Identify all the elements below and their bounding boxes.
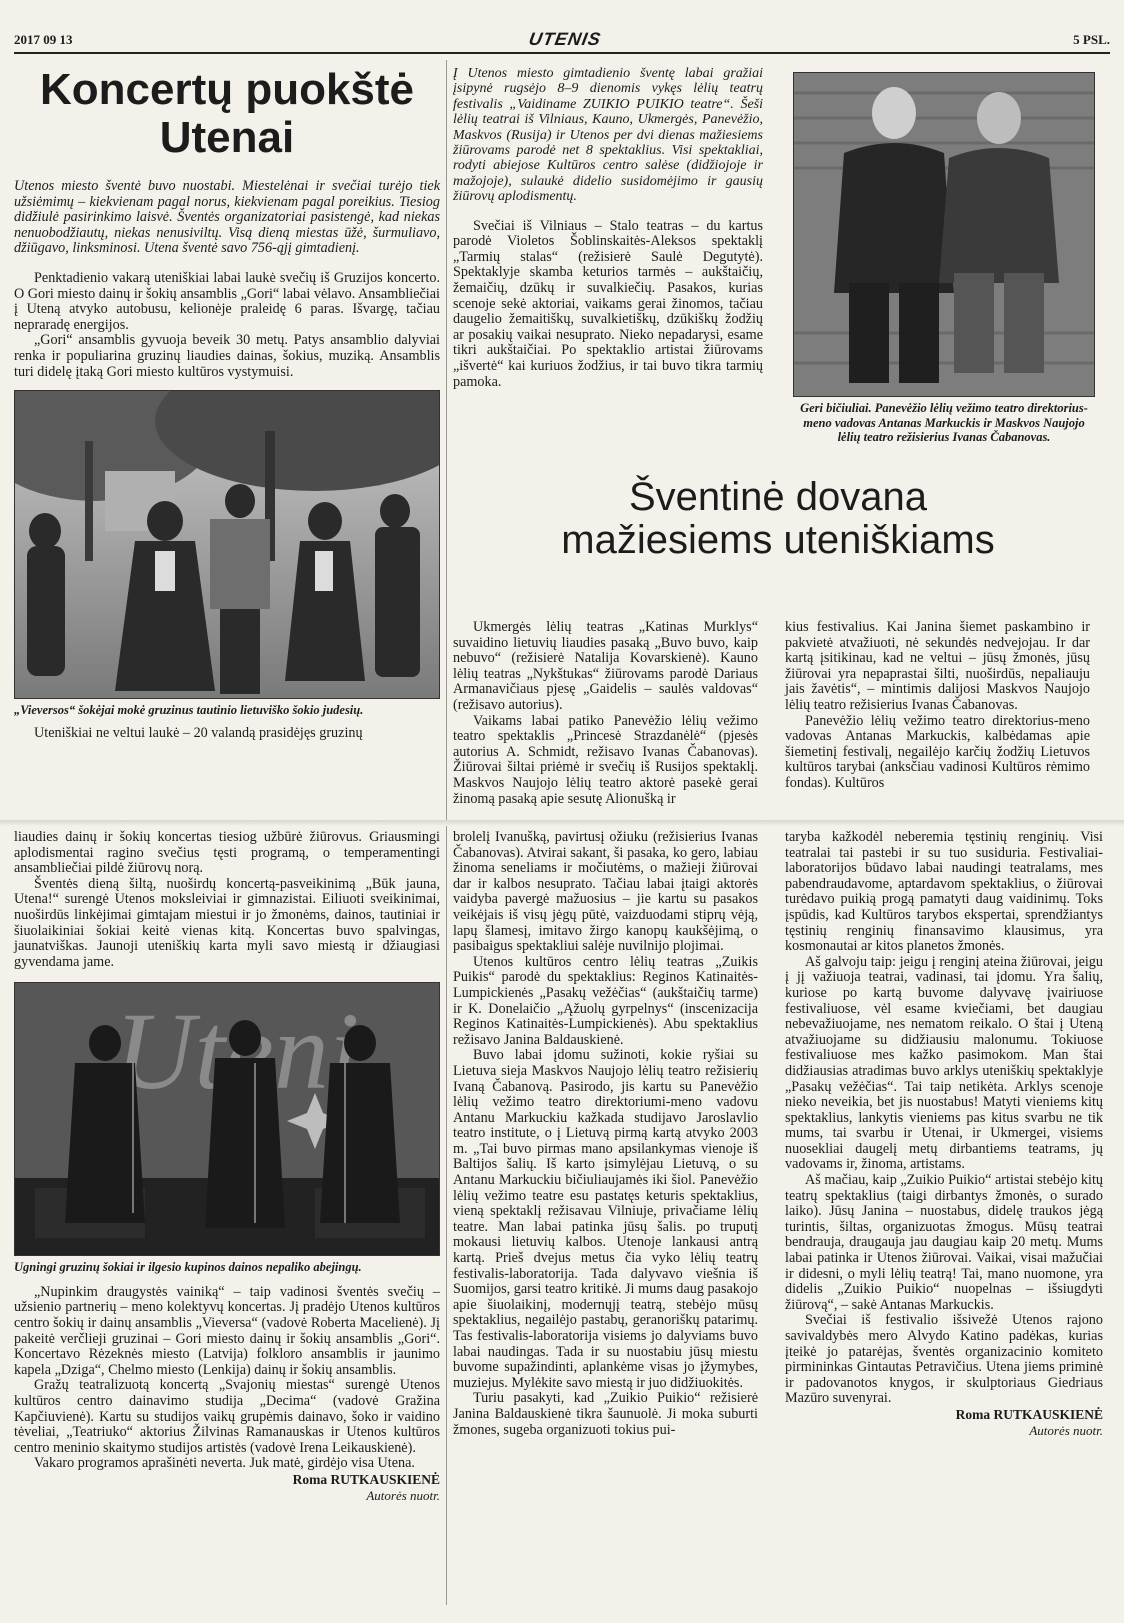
photo-singers [14, 982, 440, 1256]
paragraph: Utenos kultūros centro lėlių teatras „Zuikis Puikis“ parodė du spektaklius: Reginos Katinaitės-Lumpickienės „Pasakų vežėčias“ (aukštaičių tarme) ir K. Donelaičio „Ąžuolų gyrpelnys“ (inscenizacija Reginos Katinaitės-Lumpickienės). Abu spektaklius režisavo Janina Baldauskienė. [453, 953, 758, 1048]
article-lead: Utenos miesto šventė buvo nuostabi. Miestelėnai ir svečiai turėjo tiek užsiėmimų – kiekvienam pagal norus, kiekvienam pagal poreikius. Tiesiog didžiulė pasirinkimo laisvė. Šventės organizatoriai pasistengė, kad niekas nenuobodžiautų, niekas nenusiviltų. Visą dieną miestas ūžė, šurmuliavo, džiūgavo, linksminosi. Utena šventė savo 756-ąjį gimtadienį. [14, 178, 440, 257]
paragraph: Aš galvoju taip: jeigu į renginį ateina žiūrovai, jeigu į jį važiuoja teatrai, vadinasi, tai įdomu. Yra šalių, kuriose po kartą buvome dalyvavę įvairiuose festivaliuose, vėl esame kviečiami, bet daugiau nebevažiuojame, nes nematom reikalo. O štai į Uteną atvažiuojame su didžiausiu malonumu. Tokiuose festivaliuose mes kažko pasimokom. Man štai didžiausias atradimas buvo arklys uteniškių spektaklyje „Pasakų vežėčias“. Tai taip netikėta. Arklys scenoje nieko neveikia, bet jis nuostabus! Matyti vieniems kitų spektaklius, lankytis vieniems pas kitus svarbu ne tik mums, tai svarbu ir Utenai, ir Ukmergei, visiems nuosekliai daugelį metų dirbantiems teatrams, jų vadovams ir, žinoma, artistams. [785, 953, 1103, 1173]
article2-column-1-bottom [453, 830, 758, 1438]
photo-friends [793, 72, 1095, 397]
paragraph: liaudies dainų ir šokių koncertas tiesiog užbūrė žiūrovus. Griausmingi aplodismentai ragino svečius tęsti programą, o temperamentingi ansambliečiai pildė žiūrovų norą. [14, 829, 440, 877]
article2-lead-column [453, 66, 763, 390]
paragraph: Panevėžio lėlių vežimo teatro direktorius-meno vadovas Antanas Markuckis, kalbėdamas apie šiemetinį festivalį, negailėjo karčių žodžių Lietuvos kultūros tarybai (anksčiau vadinosi Kultūros rėmimo fondas). Kultūros [785, 712, 1090, 791]
photo-dancers [14, 390, 440, 699]
author-name: Roma RUTKAUSKIENĖ [292, 1471, 440, 1487]
title-line: Utenai [159, 112, 295, 162]
article-lead: Į Utenos miesto gimtadienio šventę labai gražiai įsipynė rugsėjo 8–9 dienomis vykęs lėlių teatrų festivalis „Vaidiname ZUIKIO PUIKIO teatre“. Šeši lėlių teatrai iš Vilniaus, Kauno, Ukmergės, Panevėžio, Maskvos (Rusija) ir Utenos per dvi dienas mažiesiems žiūrovams parodė net 8 spektaklius. Visi spektakliai, rodyti abiejose Kultūros centro salėse (didžiojoje ir mažojoje), sulaukė didelio susidomėjimo ir gausių žiūrovų aplodismentų. [453, 66, 763, 205]
paragraph: Ukmergės lėlių teatras „Katinas Murklys“ suvaidino lietuvių liaudies pasaką „Buvo buvo, kaip nebuvo“ (režisierė Natalija Kovarskienė). Kauno lėlių teatras „Nykštukas“ žiūrovams parodė Dariaus Armanavičiaus pjesę „Gaidelis – saulės valdovas“ (režisavo autorius). [453, 619, 758, 713]
newspaper-logo: UTENIS [527, 29, 603, 49]
article-body-end [14, 1285, 440, 1472]
author-signature [785, 1407, 1103, 1439]
photo-friends-image [794, 73, 1095, 396]
author-name: Roma RUTKAUSKIENĖ [955, 1406, 1103, 1422]
column-rule [446, 60, 447, 1605]
article2-column-1 [453, 620, 758, 807]
paragraph: Buvo labai įdomu sužinoti, kokie ryšiai su Lietuva sieja Maskvos Naujojo lėlių teatro režisierių Ivaną Čabanovą. Pasirodo, jis kartu su Panevėžio lėlių vežimo teatro direktoriumi-meno vadovu Antanu Markuckiu kažkada studijavo Jaroslavlio teatro institute, o į Lietuvą pirmą kartą atvyko 2003 m. „Tai buvo pirmas mano apsilankymas vienoje iš Baltijos šalių. Iš karto įsimylėjau Lietuvą, o su Antanu Markuckiu bičiuliaujamės iki šiol. Panevėžio lėlių vežimo teatre esu pastatęs keturis spektaklius, vieną spektaklį režisavau Vilniuje, privačiame lėlių teatre. Man labai patinka jūsų šalis. po truputį mokausi lietuvių kalbos. Utenoje lankausi antrą kartą. Prieš dvejus metus čia vyko lėlių teatrų festivalis-laboratorija. Tada dalyvavo viešnia iš Suomijos, garsi teatro kritikė. Ji mums daug pasakojo apie šiuolaikinį, modernųjį teatrą, stebėjo mūsų spektaklius, negailėjo pastabų, geranoriškų patarimų. Tas festivalis-laboratorija visiems jo dalyviams buvo labai naudingas. Tada ir su nuostabiu jūsų miestu buvome supažindinti, aplankėme visas jo įžymybes, muziejus. Mylėkite savo miestą ir juo didžiuokitės. [453, 1047, 758, 1391]
article2-column-2 [785, 620, 1090, 792]
page-header [14, 30, 1110, 54]
article-title [14, 66, 440, 161]
article-concert-bouquet [14, 66, 440, 741]
paragraph: Uteniškiai ne veltui laukė – 20 valandą prasidėjęs gruzinų [34, 724, 363, 741]
article-body-continued [14, 726, 440, 742]
paragraph: Turiu pasakyti, kad „Zuikio Puikio“ režisierė Janina Baldauskienė tikra šaunuolė. Ji moka suburti žmones, sugeba organizuoti tokius pui- [453, 1390, 758, 1438]
paragraph: taryba kažkodėl neberemia tęstinių renginių. Visi teatralai tai pastebi ir su tuo susiduria. Festivaliai-laboratorijos būdavo labai naudingi teatralams, mes pabendraudavome, aptardavom spektaklius, o žiūrovai turėdavo puikią progą pamatyti daug vaidinimų. Toks įspūdis, kad Kultūros tarybos ekspertai, sprendžiantys tęstinių renginių finansavimo klausimus, yra kosmonautai ar kitos planetos žmonės. [785, 829, 1103, 955]
photo-caption: „Vieversos“ šokėjai mokė gruzinus tautinio lietuviško šokio judesių. [14, 703, 364, 718]
paragraph: kius festivalius. Kai Janina šiemet paskambino ir pakvietė atvažiuoti, nė sekundės nedvejojau. Ir dar kartą įsitikinau, kad ne veltui – jūsų žmonės, jūsų žiūrovai yra nepaprastai šilti, nuoširdūs, nepaliauju jais žavėtis“, – mintimis dalijosi Maskvos Naujojo lėlių teatro režisierius Ivanas Čabanovas. [785, 619, 1090, 713]
photo-credit: Autorės nuotr. [366, 1487, 440, 1503]
photo-singers-image [15, 983, 440, 1255]
photo-credit: Autorės nuotr. [1029, 1422, 1103, 1438]
paragraph: brolelį Ivanušką, pavirtusį ožiuku (režisierius Ivanas Čabanovas). Atvirai sakant, ši pasaka, ko gero, labiau žinoma seneliams ir močiutėms, o mažieji žiūrovai dar ir kalbos nesuprato. Tačiau labai įtaigi aktorės vaidyba pavergė mažuosius – jie kartu su pasakos veikėjais iš visų jėgų pūtė, vaizduodami stiprų vėją, lapų šlamesį, imitavo žirgo kanopų kaukšėjimą, o pasibaigus spektakliui salėje nuvilnijo plojimai. [453, 829, 758, 955]
page-fold-seam [0, 820, 1124, 826]
paragraph: „Nupinkim draugystės vainiką“ – taip vadinosi šventės svečių – užsienio partnerių – meno kolektyvų koncertas. Jį pradėjo Utenos kultūros centro šokių ir dainų ansamblis „Vieversa“ (vadovė Roberta Macelienė). Jį pakeitė verčlieji gruzinai – Gori miesto dainų ir šokių ansamblis „Gori“. Koncertavo Rėzeknės miesto (Latvija) folkloro ansamblis ir jaunimo kapela „Dziga“, Chelmo miesto (Lenkija) dainų ir šokių ansamblis. [14, 1283, 440, 1378]
paragraph: Gražų teatralizuotą koncertą „Svajonių miestas“ surengė Utenos kultūros centro dainavimo studija „Decima“ (vadovė Gražina Kapčiuvienė). Kartu su studijos vaikų grupėmis dainavo, šoko ir vaidino tėveliai, „Teatriuko“ aktorius Žilvinas Ramanauskas ir Utenos kultūros centro meninio skaitymo studijos artistės (vadovė Irena Leikauskienė). [14, 1377, 440, 1456]
paragraph: Penktadienio vakarą uteniškiai labai laukė svečių iš Gruzijos koncerto. O Gori miesto dainų ir šokių ansamblis „Gori“ labai vėlavo. Ansambliečiai į Uteną atvyko autobusu, kelionėje praleidę 6 paras. Išvargę, tačiau nepraradę energijos. [14, 270, 440, 333]
photo-caption: Geri bičiuliai. Panevėžio lėlių vežimo teatro direktorius-meno vadovas Antanas Markuckis ir Maskvos Naujojo lėlių teatro režisierius Ivanas Čabanovas. [800, 401, 1088, 444]
paragraph: Šventės dieną šiltą, nuoširdų koncertą-pasveikinimą „Būk jauna, Utena!“ surengė Utenos moksleiviai ir gimnazistai. Eiliuoti sveikinimai, nuoširdūs linkėjimai gimtajam miestui ir jo žmonėms, dainos, tautiniai ir šiuolaikiniai šokiai keitė vienas kitą. Koncertas buvo spalvingas, jaunatviškas. Jaunoji uteniškių karta myli savo miestą ir džiaugiasi gyvendama jame. [14, 875, 440, 970]
photo-caption: Ugningi gruzinų šokiai ir ilgesio kupinos dainos nepaliko abejingų. [14, 1260, 362, 1275]
article-body [14, 830, 440, 970]
title-line: Šventinė dovana [628, 475, 927, 519]
paragraph: Svečiai iš Vilniaus – Stalo teatras – du kartus parodė Violetos Šoblinskaitės-Aleksos spektaklį „Tarmių stalas“ (režisierė Saulė Degutytė). Spektaklyje skamba keturios tarmės – aukštaičių, žemaičių, dzūkų ir suvalkiečių. Pasakos, kurias scenoje sekė aktoriai, vaikams gerai žinomos, tačiau daugelio žemaitiškų, suvalkietiškų, dzūkiškų žodžių ar posakių vaikai nesuprato. Nieko nepadarysi, esame tikri aukštaičiai. Po spektaklio artistai žiūrovams „išvertė“ kai kuriuos žodžius, ir tai buvo tikra tarmių pamoka. [453, 217, 763, 390]
issue-date: 2017 09 13 [14, 32, 73, 47]
paragraph: „Gori“ ansamblis gyvuoja beveik 30 metų. Patys ansamblio dalyviai renka ir populiarina gruzinų liaudies dainas, šokius, muziką. Ansamblis turi didelę įtaką Gori miesto kultūros vystymuisi. [14, 332, 440, 380]
paragraph: Aš mačiau, kaip „Zuikio Puikio“ artistai stebėjo kitų teatrų spektaklius (taigi dirbantys žmonės, o surado laiko). Jūsų Janina – nuostabus, didelę traukos jėgą turintis, šiltas, organizuotas žmogus. Mūsų teatrai bendrauja, draugauja jau daugiau kaip 20 metų. Mums labai patinka ir Utenos žiūrovai. Vaikai, visai mažučiai ir didesni, o myli lėlių teatrą! Tai, mano nuomone, yra didelis „Zuikio Puikio“ nuopelnas – išsiugdyti žiūrovą“, – sakė Antanas Markuckis. [785, 1172, 1103, 1313]
title-line: Koncertų puokštė [39, 65, 415, 114]
article-body [785, 830, 1103, 1407]
article-title [453, 476, 1103, 562]
page-number: 5 PSL. [1073, 32, 1110, 47]
photo-dancers-image [15, 391, 440, 698]
author-signature [14, 1472, 440, 1504]
paragraph: Svečiai iš festivalio išsivežė Utenos rajono savivaldybės mero Alvydo Katino padėkas, kurias įteikė jo patarėjas, šventės organizacinio komiteto pirmininkas Gintautas Petravičius. Utena jiems priminė ir padovanotos knygos, ir skulptoriaus Giedriaus Mazūro suvenyrai. [785, 1312, 1103, 1407]
article-body [453, 219, 763, 391]
paragraph: Vaikams labai patiko Panevėžio lėlių vežimo teatro spektaklis „Princesė Strazdanėlė“ (pjesės autorius A. Schmidt, režisavo Ivanas Čabanovas). Žiūrovai šiltai priėmė ir svečių iš Rusijos spektaklį. Maskvos Naujojo lėlių teatro aktorė pasekė gerai žinomą pasaką apie sesutę Alionušką ir [453, 712, 758, 807]
paragraph: Vakaro programos aprašinėti neverta. Juk matė, girdėjo visa Utena. [34, 1455, 415, 1472]
title-line: mažiesiems uteniškiams [561, 518, 995, 563]
article-body [14, 271, 440, 380]
article-concert-bouquet-bottom [14, 830, 440, 1504]
photo-friends-block [793, 72, 1095, 445]
article2-column-2-bottom [785, 830, 1103, 1439]
